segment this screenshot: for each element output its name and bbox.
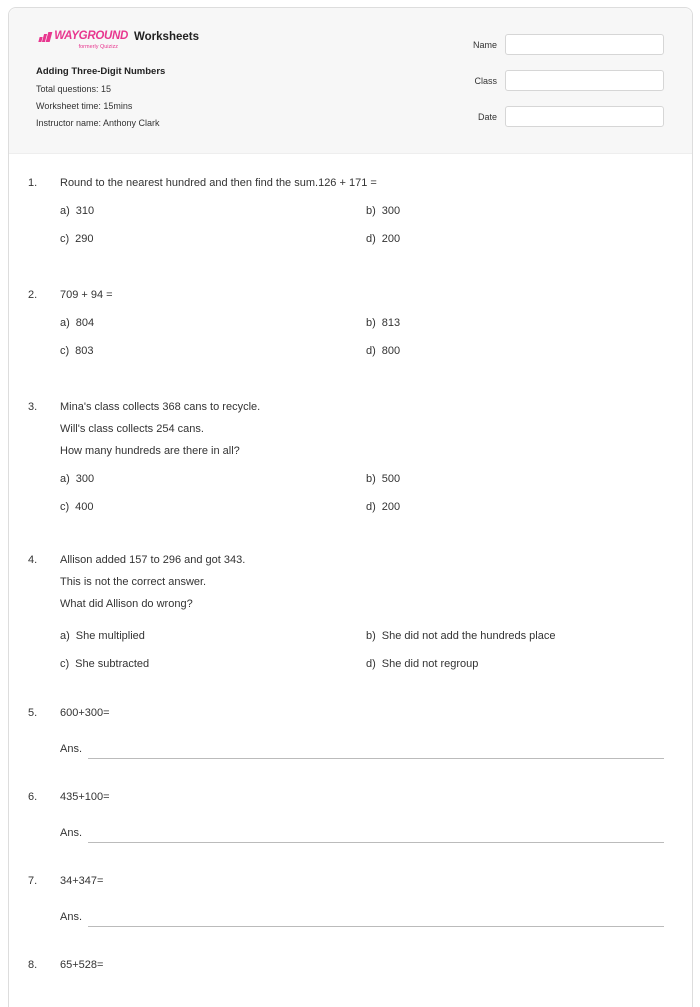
answer-label: Ans. <box>60 743 83 755</box>
question-text: 34+347= <box>60 875 104 887</box>
question-number: 6. <box>28 791 38 803</box>
option-d[interactable]: d) 800 <box>366 345 401 357</box>
logo-text: WAYGROUND <box>54 30 128 42</box>
name-field[interactable] <box>505 34 664 55</box>
class-field-row <box>464 70 664 91</box>
wayground-logo-icon <box>39 32 51 42</box>
option-c[interactable]: c) 290 <box>60 233 94 245</box>
product-name: Worksheets <box>134 31 199 43</box>
question-text: Mina's class collects 368 cans to recycle. Will's class collects 254 cans. How many hundreds are there in all? <box>60 401 261 457</box>
question-text: 600+300= <box>60 707 110 719</box>
question-text: 709 + 94 = <box>60 289 113 301</box>
date-field[interactable] <box>505 106 664 127</box>
worksheet-time: Worksheet time: 15mins <box>36 101 133 111</box>
option-c[interactable]: c) 400 <box>60 501 94 513</box>
question-number: 3. <box>28 401 38 413</box>
total-questions: Total questions: 15 <box>36 84 112 94</box>
question-text: Round to the nearest hundred and then find the sum.126 + 171 = <box>60 177 377 189</box>
date-field-row <box>464 106 664 127</box>
option-d[interactable]: d) 200 <box>366 233 401 245</box>
instructor-name: Instructor name: Anthony Clark <box>36 118 160 128</box>
option-a[interactable]: a) She multiplied <box>60 630 145 642</box>
answer-line[interactable] <box>88 842 664 843</box>
date-label: Date <box>477 111 497 122</box>
question-number: 2. <box>28 289 38 301</box>
student-info-fields <box>464 34 664 142</box>
option-b[interactable]: b) She did not add the hundreds place <box>366 630 556 642</box>
question-number: 1. <box>28 177 38 189</box>
answer-line[interactable] <box>88 758 664 759</box>
option-a[interactable]: a) 310 <box>60 205 95 217</box>
option-d[interactable]: d) She did not regroup <box>366 658 479 670</box>
question-text: Allison added 157 to 296 and got 343. This is not the correct answer. What did Allison do wrong? <box>60 554 246 610</box>
question-number: 5. <box>28 707 38 719</box>
question-number: 7. <box>28 875 38 887</box>
worksheet-header <box>9 8 692 154</box>
class-field[interactable] <box>505 70 664 91</box>
answer-line[interactable] <box>88 926 664 927</box>
worksheet-title: Adding Three-Digit Numbers <box>36 66 166 77</box>
answer-label: Ans. <box>60 911 83 923</box>
option-b[interactable]: b) 813 <box>366 317 401 329</box>
option-b[interactable]: b) 500 <box>366 473 401 485</box>
option-a[interactable]: a) 804 <box>60 317 95 329</box>
wayground-logo <box>36 30 128 50</box>
question-text: 65+528= <box>60 959 104 971</box>
class-label: Class <box>474 75 497 86</box>
question-number: 4. <box>28 554 38 566</box>
option-d[interactable]: d) 200 <box>366 501 401 513</box>
option-c[interactable]: c) She subtracted <box>60 658 150 670</box>
answer-label: Ans. <box>60 827 83 839</box>
name-label: Name <box>472 39 497 50</box>
question-number: 8. <box>28 959 38 971</box>
worksheet-page <box>8 7 693 1007</box>
option-c[interactable]: c) 803 <box>60 345 94 357</box>
question-text: 435+100= <box>60 791 110 803</box>
option-b[interactable]: b) 300 <box>366 205 401 217</box>
option-a[interactable]: a) 300 <box>60 473 95 485</box>
brand <box>36 30 199 50</box>
worksheet-meta <box>36 66 165 135</box>
name-field-row <box>464 34 664 55</box>
logo-subtext: formerly Quizizz <box>78 44 118 50</box>
